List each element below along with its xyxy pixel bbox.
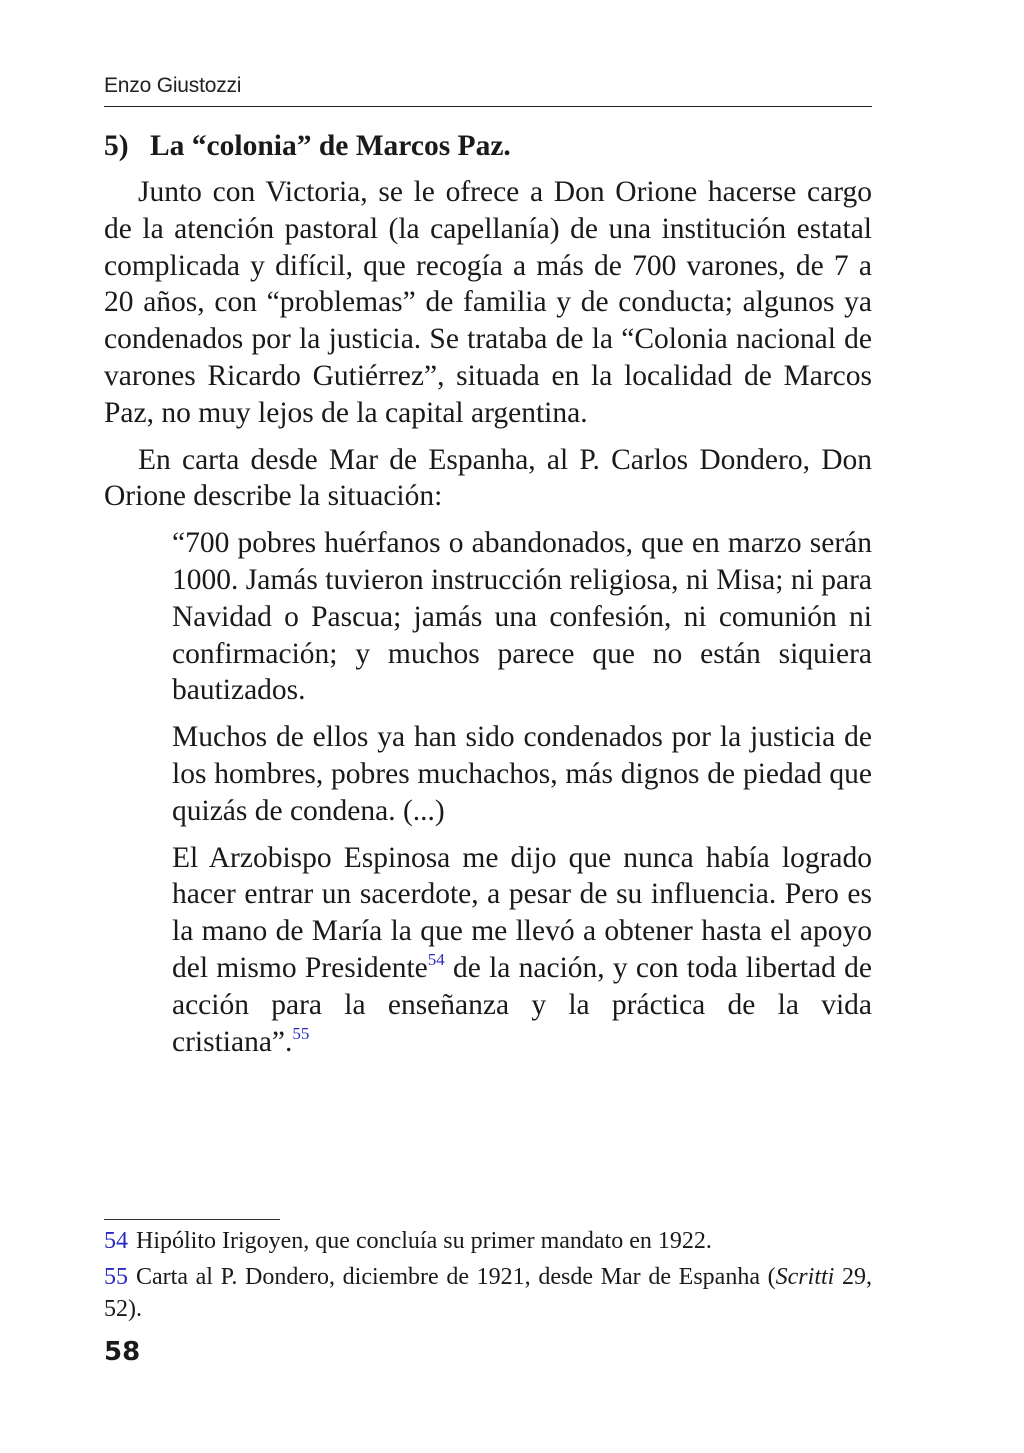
footnote-text: Hipólito Irigoyen, que concluía su primer mandato en 1922. [136, 1228, 712, 1254]
footnote-ref-55[interactable]: 55 [292, 1023, 310, 1043]
footnotes [104, 1225, 872, 1329]
quote-text-part-2: de la nación, y con toda libertad de acción para la enseñanza y la práctica de la vida cristiana”. [172, 951, 872, 1058]
body-paragraph-2: En carta desde Mar de Espanha, al P. Carlos Dondero, Don Orione describe la situación: [104, 443, 872, 513]
footnote-ref-54[interactable]: 54 [427, 949, 445, 969]
footnote-text: Carta al P. Dondero, diciembre de 1921, desde Mar de Espanha ( [136, 1264, 776, 1290]
footnote-text-end: 29, 52). [104, 1264, 873, 1322]
block-quote-1: “700 pobres huérfanos o abandonados, que en marzo serán 1000. Jamás tuvieron instrucción religiosa, ni Misa; ni para Navidad o Pascua; jamás una confesión, ni comunión ni confirmación; y muchos parece que no están siquiera bautizados. [172, 527, 872, 707]
footnote-italic-title: Scritti [775, 1264, 835, 1290]
footnote-number: 54 [104, 1228, 128, 1254]
page-number: 58 [104, 1337, 141, 1367]
section-title: La “colonia” de Marcos Paz. [150, 130, 511, 162]
footnote-54 [104, 1225, 872, 1257]
block-quote-2: Muchos de ellos ya han sido condenados por la justicia de los hombres, pobres muchachos, más dignos de piedad que quizás de condena. (...) [172, 721, 872, 827]
section-heading [104, 128, 872, 164]
main-content [104, 128, 872, 1070]
running-head: Enzo Giustozzi [104, 74, 242, 97]
body-paragraph-1: Junto con Victoria, se le ofrece a Don Orione hacerse cargo de la atención pastoral (la capellanía) de una institución estatal complicada y difícil, que recogía a más de 700 varones, de 7 a 20 años, con “problemas” de familia y de conducta; algunos ya condenados por la justicia. Se trataba de la “Colonia nacional de varones Ricardo Gutiérrez”, situada en la localidad de Marcos Paz, no muy lejos de la capital argentina. [104, 176, 872, 429]
quote-text-part-1: El Arzobispo Espinosa me dijo que nunca había logrado hacer entrar un sacerdote, a pesar de su influencia. Pero es la mano de María la que me llevó a obtener hasta el apoyo del mismo Presidente [172, 841, 872, 984]
footnote-number: 55 [104, 1264, 128, 1290]
section-number: 5) [104, 130, 129, 162]
footnote-rule [104, 1219, 280, 1220]
footnote-55 [104, 1261, 872, 1325]
header-rule [104, 106, 872, 107]
block-quote-3 [172, 840, 872, 1061]
